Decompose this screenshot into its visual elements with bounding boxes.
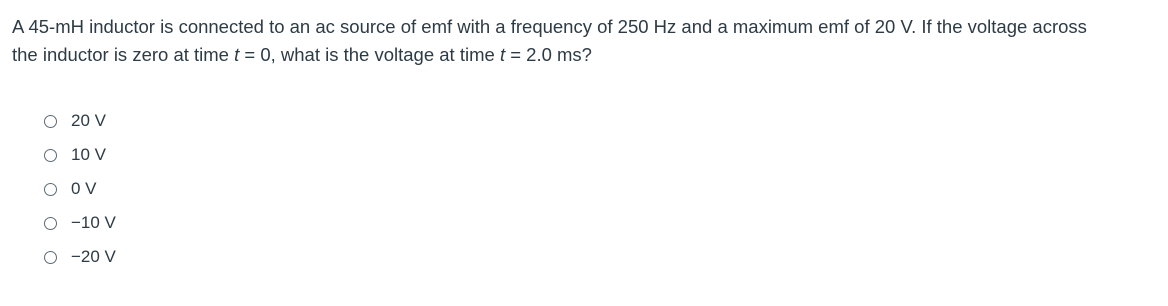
time-variable: t <box>499 44 506 65</box>
question-line-1-text: A 45-mH inductor is connected to an ac source of emf with a frequency of 250 Hz and a maximum emf of 20 V. If the voltage across <box>12 16 1087 37</box>
radio-button-icon[interactable] <box>44 183 57 196</box>
question-line-2-text-start: the inductor is zero at time <box>12 44 235 65</box>
time-variable: t <box>234 44 240 65</box>
question-line-2-text-end: = 2.0 ms? <box>505 44 592 65</box>
radio-button-icon[interactable] <box>44 217 57 230</box>
question-text <box>12 13 1152 69</box>
answer-label: 20 V <box>71 111 106 130</box>
answer-option[interactable] <box>44 172 116 206</box>
answer-option[interactable] <box>44 104 116 138</box>
answer-options <box>44 104 116 274</box>
question-line-2-text-middle: = 0, what is the voltage at time <box>239 44 500 65</box>
answer-option[interactable] <box>44 206 116 240</box>
answer-label: 0 V <box>71 179 97 198</box>
answer-option[interactable] <box>44 138 116 172</box>
radio-button-icon[interactable] <box>44 115 57 128</box>
question-line-1 <box>12 13 1152 41</box>
question-line-2 <box>12 41 1152 69</box>
answer-label: −20 V <box>71 247 116 266</box>
answer-label: −10 V <box>71 213 116 232</box>
radio-button-icon[interactable] <box>44 149 57 162</box>
answer-option[interactable] <box>44 240 116 274</box>
answer-label: 10 V <box>71 145 106 164</box>
radio-button-icon[interactable] <box>44 251 57 264</box>
